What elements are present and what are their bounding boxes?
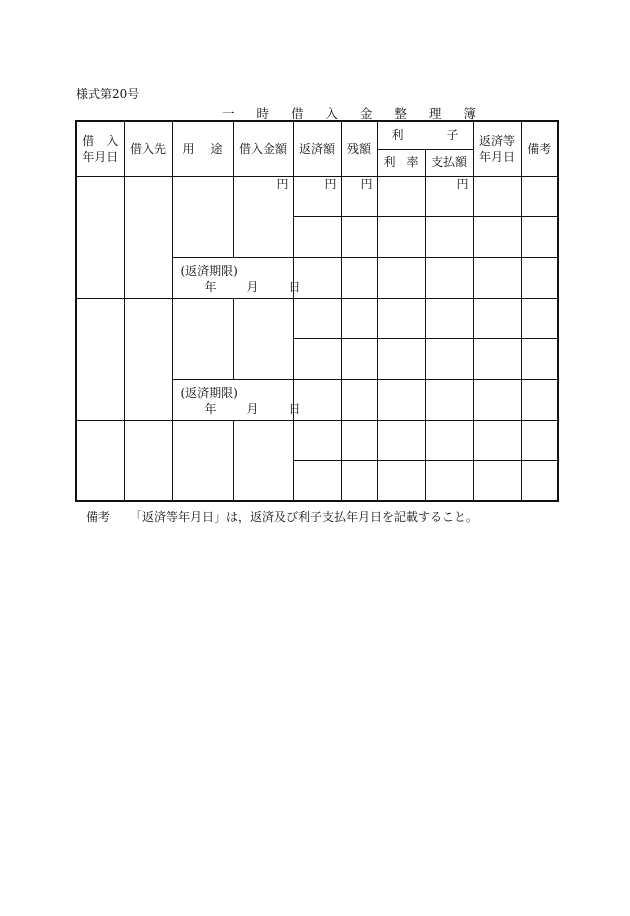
repay-deadline[interactable]: (返済期限) 年 月 日 <box>172 257 293 298</box>
cell-repay-date[interactable] <box>473 176 521 216</box>
footnote-text: 「返済等年月日」は，返済及び利子支払年月日を記載すること。 <box>130 510 479 524</box>
ledger-table <box>75 120 559 502</box>
yen-unit: 円 <box>276 176 289 191</box>
repay-deadline[interactable]: (返済期限) 年 月 日 <box>172 379 293 420</box>
header-lender: 借入先 <box>124 121 172 176</box>
yen-unit: 円 <box>324 176 337 191</box>
header-interest-paid: 支払額 <box>425 149 473 176</box>
table-row <box>76 298 558 338</box>
cell-repay-amount[interactable] <box>293 176 341 216</box>
cell-lender[interactable] <box>124 176 172 298</box>
header-purpose: 用 途 <box>172 121 233 176</box>
footnote-label: 備考 <box>86 510 111 524</box>
cell-rate[interactable] <box>377 176 425 216</box>
cell-interest-paid[interactable] <box>425 176 473 216</box>
header-borrow-amount: 借入金額 <box>233 121 293 176</box>
header-rate: 利 率 <box>377 149 425 176</box>
header-remarks: 備考 <box>521 121 558 176</box>
cell-borrow-amount[interactable] <box>233 176 293 257</box>
header-borrow-date: 借 入 年月日 <box>76 121 124 176</box>
table-row <box>76 420 558 460</box>
form-id: 様式第20号 <box>76 87 140 101</box>
header-row <box>76 121 558 149</box>
page-title: 一 時 借 入 金 整 理 簿 <box>222 106 485 121</box>
header-repay-amount: 返済額 <box>293 121 341 176</box>
yen-unit: 円 <box>360 176 373 191</box>
cell-balance[interactable] <box>341 176 377 216</box>
header-interest: 利 子 <box>377 121 473 149</box>
yen-unit: 円 <box>456 176 469 191</box>
cell-purpose[interactable] <box>172 176 233 257</box>
cell-borrow-date[interactable] <box>76 176 124 298</box>
cell-remarks[interactable] <box>521 176 558 216</box>
table-row <box>76 176 558 216</box>
header-balance: 残額 <box>341 121 377 176</box>
footnote <box>86 508 478 525</box>
header-repay-date: 返済等 年月日 <box>473 121 521 176</box>
